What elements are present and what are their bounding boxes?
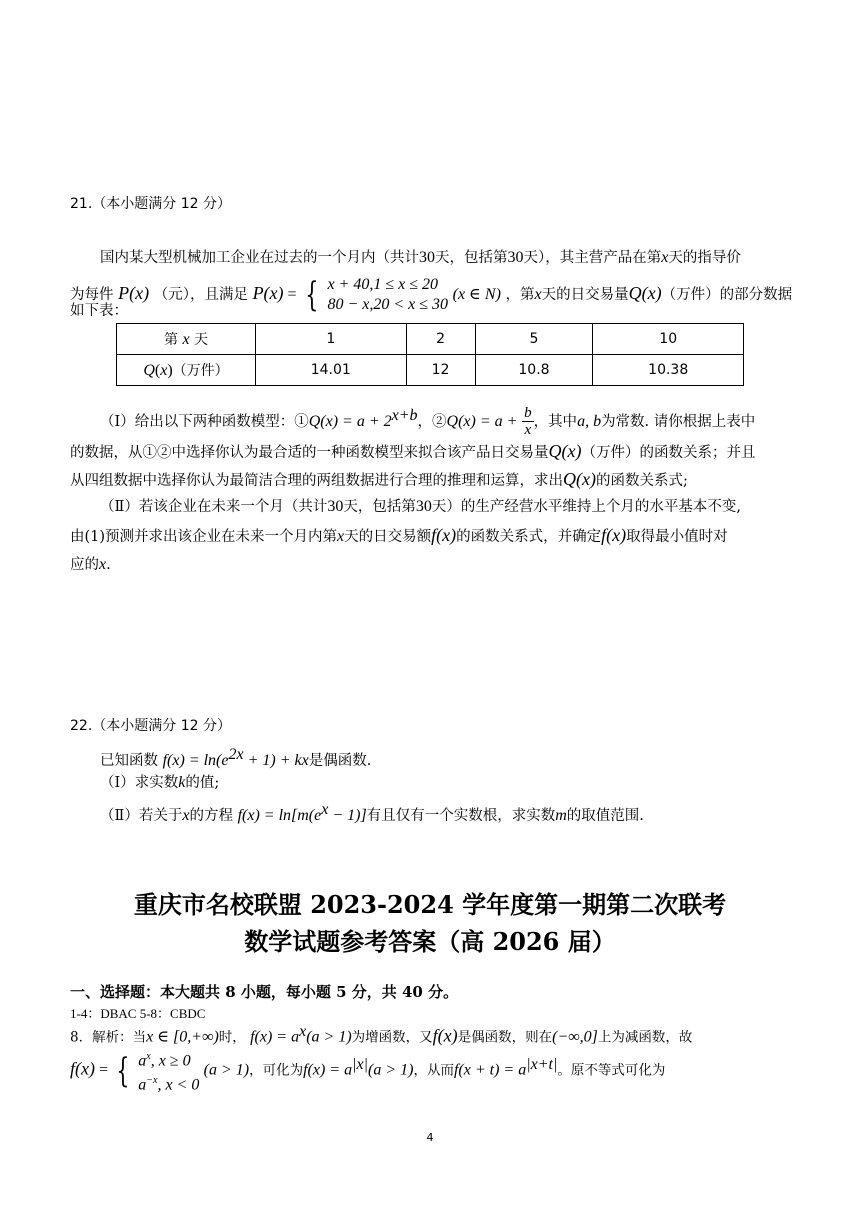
table-cell: 12	[406, 355, 475, 386]
table-cell: 2	[406, 324, 475, 355]
section-heading-choice: 一、选择题：本大题共 8 小题，每小题 5 分，共 40 分。	[70, 983, 459, 1001]
q21-paragraph-line2: 为每件 P(x) （元），且满足 P(x) = { x + 40,1 ≤ x ≤ 20 80 − x,20 < x ≤ 30 (x ∈ N) ，第x天的日交易量Q(x)（万件）的部分数据	[70, 275, 793, 315]
q21-paragraph-line1: 国内某大型机械加工企业在过去的一个月内（共计30天，包括第30天），其主营产品在第x天的指导价	[100, 249, 741, 266]
q21-part2-line1: （Ⅱ）若该企业在未来一个月（共计30天，包括第30天）的生产经营水平维持上个月的水平基本不变,	[100, 498, 741, 515]
table-cell: 1	[256, 324, 407, 355]
fraction-b-over-x: $\frac{b}{x}$	[524, 405, 532, 439]
piecewise-cases-2: $a^x$, x ≥ 0 $a^{-x}$, x < 0	[138, 1050, 200, 1094]
answers-1-8: 1-4：DBAC 5-8：CBDC	[70, 1006, 206, 1021]
q22-line3: （Ⅱ）若关于x的方程 $f(x) = \ln[m(e^x - 1)]$有且仅有一个实数根，求实数m的取值范围.	[100, 801, 644, 824]
q21-paragraph-line3: 如下表：	[70, 303, 128, 319]
solution-8-line2: f(x) = { $a^x$, x ≥ 0 $a^{-x}$, x < 0 (a > 1)，可化为$f(x) = a^{|x|}(a > 1)$，从而$f(x + t) = a^{|x+t|}$。原不等式可化为	[70, 1045, 665, 1095]
q22-line2: （Ⅰ）求实数k的值;	[100, 774, 220, 791]
q21-heading: 21.（本小题满分 12 分）	[70, 196, 231, 212]
table-cell: 5	[475, 324, 593, 355]
q21-data-table	[116, 323, 744, 386]
q22-heading: 22.（本小题满分 12 分）	[70, 718, 231, 734]
solution-8-line1: 8．解析：当x ∈ [0,+∞)时， $f(x) = a^x(a > 1)$为增函数，又f(x)是偶函数，则在(−∞,0]上为减函数，故	[70, 1023, 693, 1046]
q21-part1-line2: 的数据，从①②中选择你认为最合适的一种函数模型来拟合该产品日交易量Q(x)（万件）的函数关系；并且	[70, 441, 756, 461]
piecewise-cases: x + 40,1 ≤ x ≤ 20 80 − x,20 < x ≤ 30	[327, 276, 449, 313]
table-cell: 10	[593, 324, 744, 355]
q21-part2-line2: 由(1)预测并求出该企业在未来一个月内第x天的日交易额f(x)的函数关系式，并确定f(x)取得最小值时对	[70, 525, 728, 545]
q21-part1-line1: （Ⅰ）给出以下两种函数模型：①Q(x) = $a + 2^{x+b}$，②Q(x) = a + $\frac{b}{x}$ ，其中a, b为常数. 请你根据上表中	[100, 405, 756, 439]
piecewise-brace-2: {	[116, 1051, 130, 1091]
q21-part1-line3: 从四组数据中选择你认为最简洁合理的两组数据进行合理的推理和运算，求出Q(x)的函数关系式;	[70, 469, 688, 489]
q22-line1: 已知函数 $f(x) = \ln(e^{2x} + 1)$ + kx是偶函数.	[100, 746, 372, 769]
answer-title-line1: 重庆市名校联盟 2023-2024 学年度第一期第二次联考	[133, 890, 727, 919]
table-cell: 第 x 天	[117, 324, 256, 355]
page-number: 4	[426, 1131, 434, 1144]
piecewise-brace: {	[305, 275, 319, 315]
table-cell: 10.38	[593, 355, 744, 386]
table-cell: 10.8	[475, 355, 593, 386]
q21-part2-line3: 应的x.	[70, 556, 111, 573]
table-cell: 14.01	[256, 355, 407, 386]
table-row	[117, 355, 744, 386]
table-header-row	[117, 324, 744, 355]
table-cell: Q(x)（万件）	[117, 355, 256, 386]
answer-title-line2: 数学试题参考答案（高 2026 届）	[244, 927, 616, 956]
